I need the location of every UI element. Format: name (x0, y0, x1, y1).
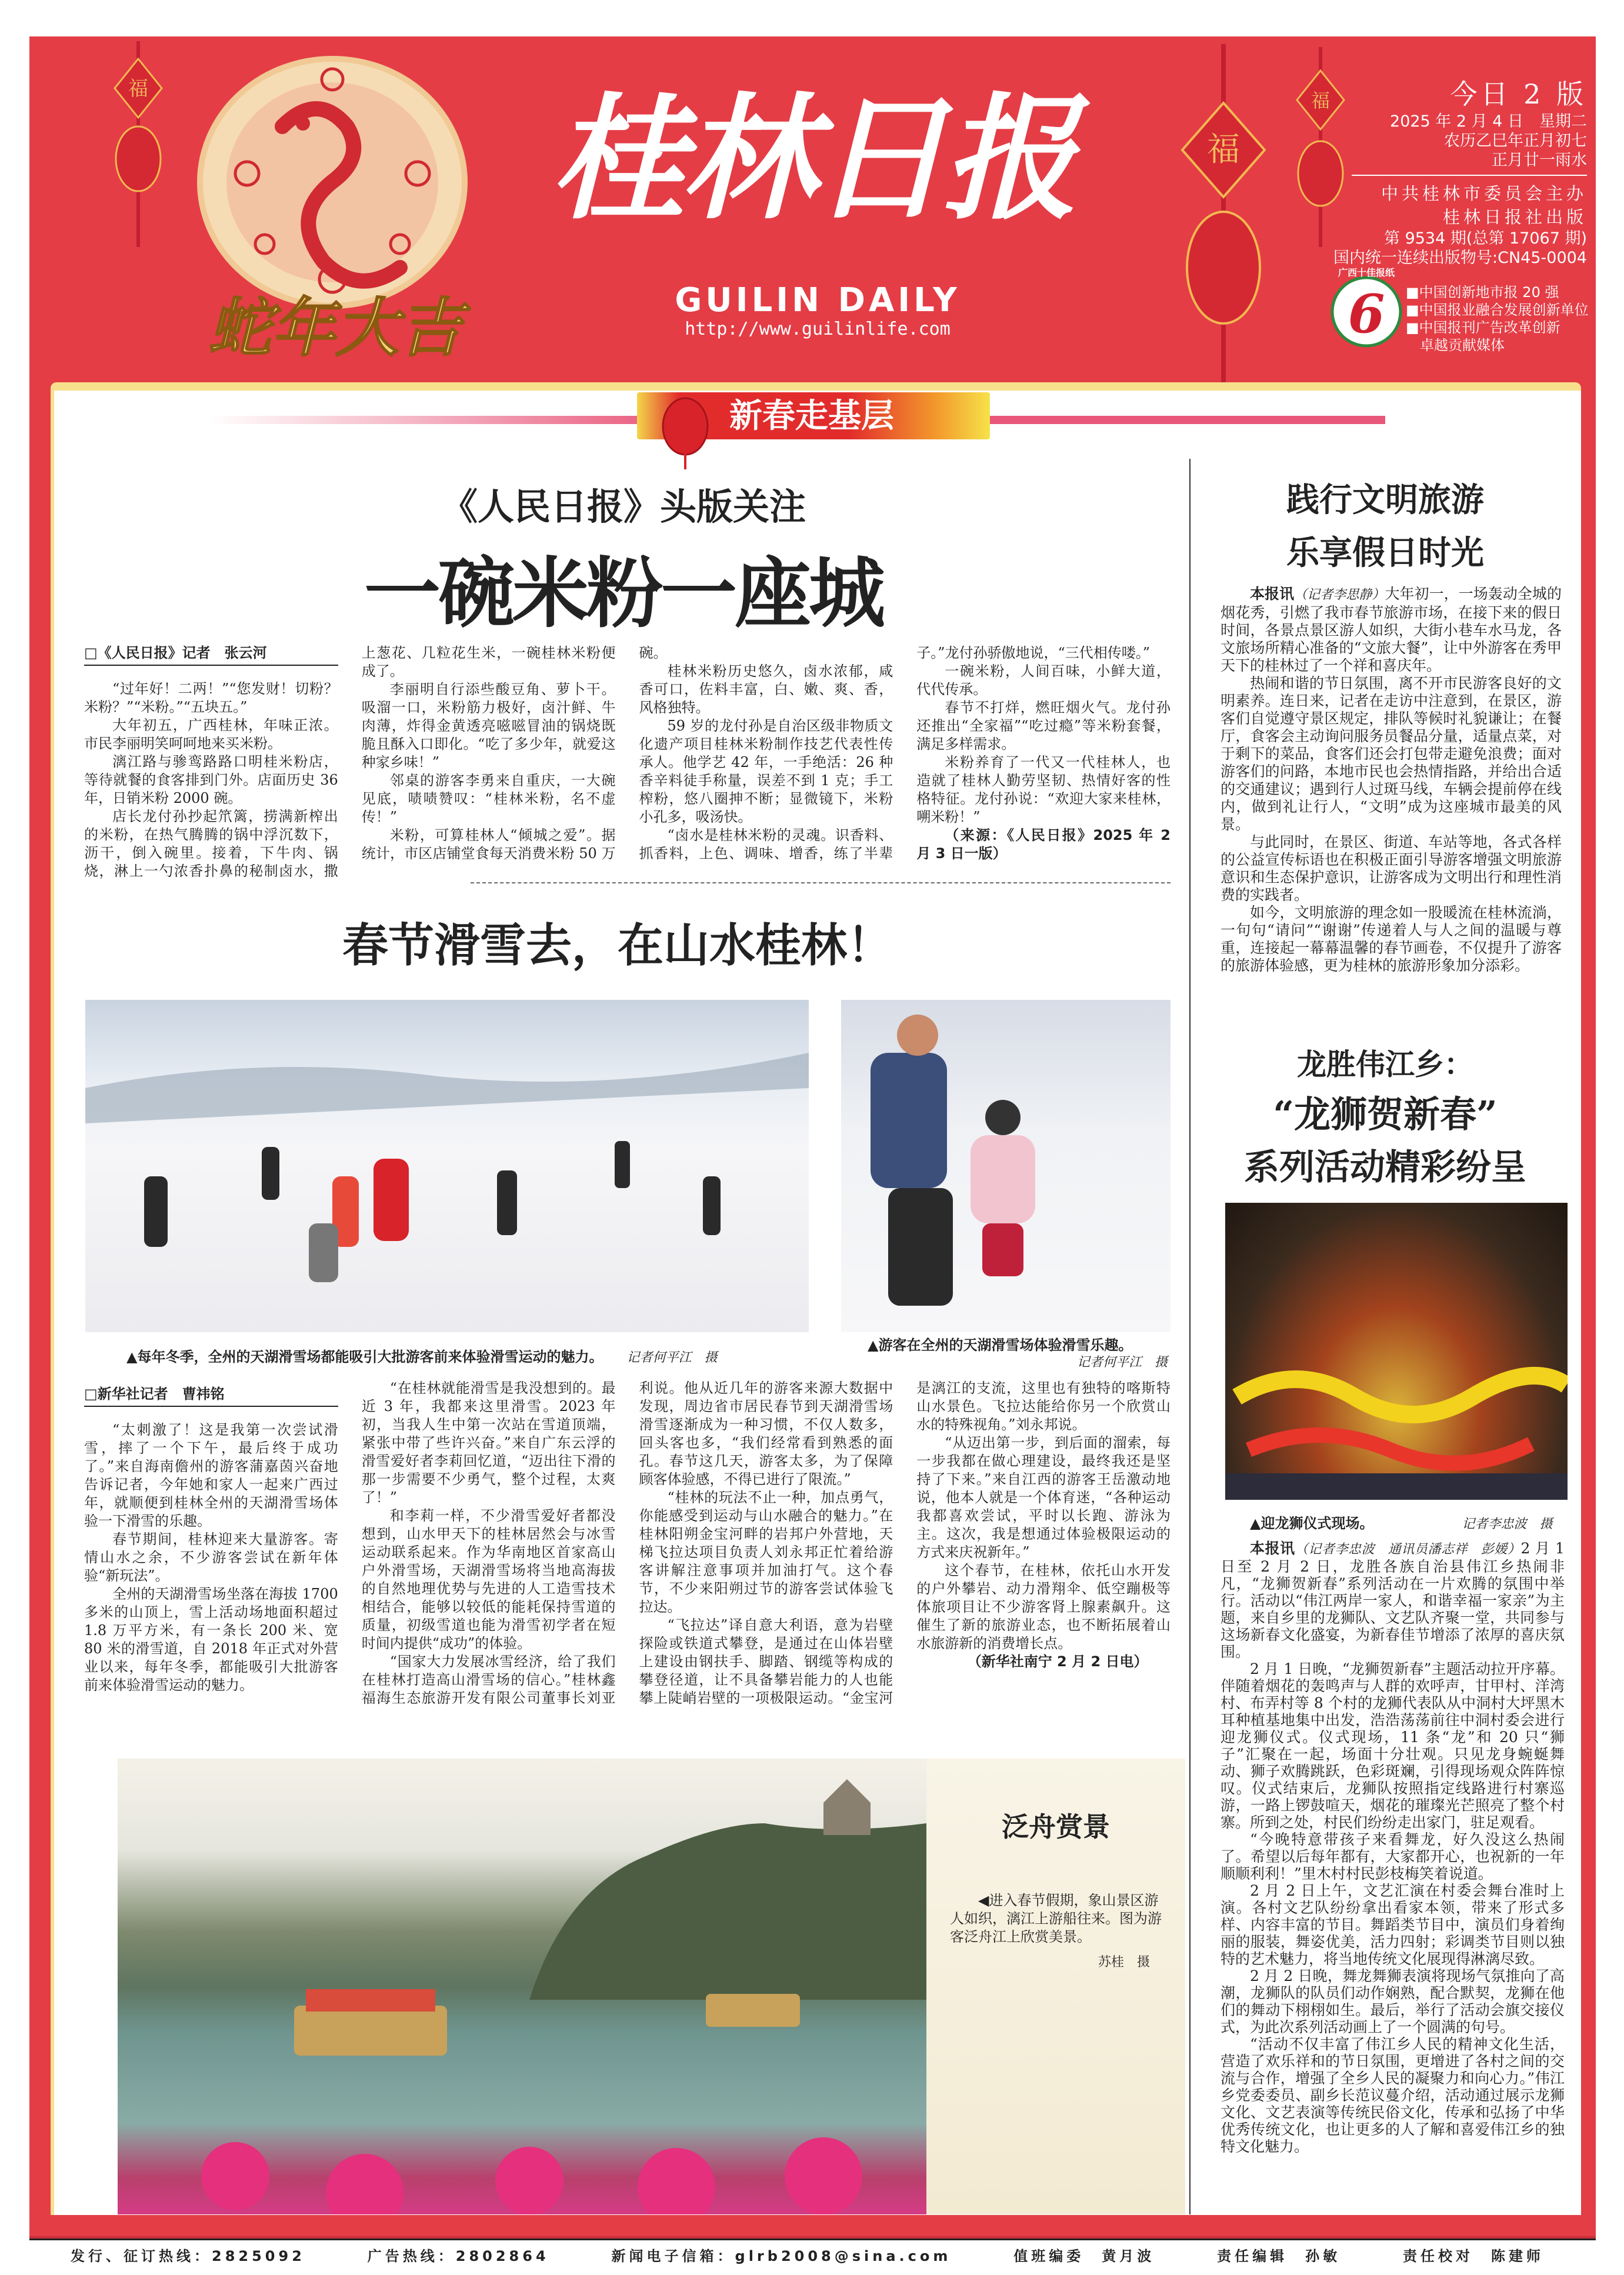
divider (1352, 175, 1587, 176)
paragraph: 热闹和谐的节日氛围，离不开市民游客良好的文明素养。连日来，记者在走访中注意到，在景区，游客们自觉遵守景区规定，排队等候时礼貌谦让；在餐厅，食客会主动询问服务员餐品分量，适量点菜，对于剩下的菜品，食客们还会打包带走避免浪费；面对游客们的问路，本地市民也会热情指路，并给出合适的交通建议；遇到行人过斑马线，车辆会提前停在线内，做到礼让行人，“文明”成为这座城市最美的风景。 (1220, 675, 1562, 833)
award-item: ■中国报刊广告改革创新 (1406, 319, 1560, 336)
footer-red-strip (29, 2215, 1596, 2239)
boat-photo-title: 泛舟赏景 (1002, 1811, 1110, 1843)
dragon-article-body (1220, 1540, 1565, 2155)
paragraph: 桂林米粉历史悠久，卤水浓郁，咸香可口，佐料丰富，白、嫩、爽、香，风格独特。 (639, 663, 893, 716)
boat-photo-caption: ◀进入春节假期，象山景区游人如织，漓江上游船往来。图为游客泛舟江上欣赏美景。 (950, 1892, 1162, 1945)
paragraph: 这个春节，在桂林，依托山水开发的户外攀岩、动力滑翔伞、低空蹦极等体旅项目让不少游客肾上腺素飙升。这催生了新的旅游业态，也不断拓展着山水旅游新的消费增长点。 (916, 1562, 1171, 1652)
svg-text:福: 福 (1310, 89, 1330, 112)
footer (29, 2239, 1596, 2269)
paragraph: 2 月 2 日上午，文艺汇演在村委会舞台准时上演。各村文艺队纷纷拿出看家本领，带来了形式多样、内容丰富的节目。舞蹈类节目中，演员们身着绚丽的服装，舞姿优美，活力四射；彩调类节目则以独特的艺术魅力，将当地传统文化展现得淋漓尽致。 (1220, 1882, 1565, 1967)
issue-info (1333, 76, 1587, 268)
masthead-english-title: GUILIN DAILY (675, 281, 961, 319)
paragraph: 大年初五，广西桂林，年味正浓。市民李丽明笑呵呵地来买米粉。 (84, 717, 338, 752)
paragraph-text: 2 月 1 日至 2 月 2 日，龙胜各族自治县伟江乡热闹非凡，“龙狮贺新春”系列活动在一片欢腾的氛围中举行。活动以“伟江两岸一家人，和谐幸福一家亲”为主题，来自乡里的龙狮队、文艺队齐聚一堂，共同参与这场新春文化盛宴，为新春佳节增添了浓厚的喜庆氛围。 (1220, 1540, 1565, 1660)
lead-label: 本报讯 (1250, 585, 1295, 602)
rice-article-title: 一碗米粉一座城 (364, 549, 883, 638)
dragon-lion-ceremony-photo (1225, 1203, 1568, 1500)
cn-number: 国内统一连续出版物号:CN45-0004 (1333, 249, 1587, 267)
reporter: （记者李思静） (1294, 588, 1385, 602)
paragraph: “国家大力发展冰雪经济，给了我们在桂林打造高山滑雪场的信心。”桂林鑫福海生态旅游开发有限公司董事长刘亚利说。他从近几年的游客来源大数据中发现，周边省市居民春节到天湖滑雪场滑雪逐渐成为一种习惯，不仅人数多，回头客也多，“我们经常看到熟悉的面孔。春节这几天，游客太多，为了保障顾客体验感，不得已进行了限流。” (361, 1380, 893, 1706)
byline: □《人民日报》记者 张云河 (84, 644, 338, 666)
solar-term: 正月廿一雨水 (1492, 151, 1587, 169)
awards-list (1406, 283, 1589, 354)
photo-credit: 记者何平江 摄 (1076, 1355, 1168, 1370)
publisher: 桂林日报社出版 (1442, 207, 1587, 227)
award-item: ■中国创新地市报 20 强 (1406, 284, 1559, 301)
caption-text: ▲每年冬季，全州的天湖滑雪场都能吸引大批游客前来体验滑雪运动的魅力。 (126, 1349, 603, 1365)
section-divider (471, 882, 1171, 883)
award-item: 卓越贡献媒体 (1406, 337, 1505, 353)
sponsor: 中共桂林市委员会主办 (1380, 184, 1587, 204)
lunar-date: 农历乙巳年正月初七 (1444, 132, 1587, 150)
paragraph: 2 月 1 日晚，“龙狮贺新春”主题活动拉开序幕。伴随着烟花的轰鸣声与人群的欢呼声，甘甲村、洋湾村、布弄村等 8 个村的龙狮代表队从中洞村大坪黑木耳种植基地集中出发，浩浩荡荡前往中洞村委会进行迎龙狮仪式。仪式现场，11 条“龙”和 20 只“狮子”汇聚在一起，场面十分壮观。只见龙身蜿蜒舞动、狮子欢腾跳跃，色彩斑斓，引得现场观众阵阵惊叹。仪式结束后，龙狮队按照指定线路进行村寨巡游，一路上锣鼓喧天，烟花的璀璨光芒照亮了整个村寨。所到之处，村民们纷纷走出家门，驻足观看。 (1220, 1660, 1565, 1831)
footer-item[interactable]: 新闻电子信箱：glrb2008@sina.com (611, 2248, 952, 2264)
article-source: （新华社南宁 2 月 2 日电） (967, 1653, 1148, 1670)
article-source: （来源：《人民日报》2025 年 2 月 3 日一版） (916, 827, 1171, 862)
rice-article-body (84, 644, 1171, 880)
skiers-illustration (841, 1000, 1171, 1332)
paragraph: “在桂林就能滑雪是我没想到的。最近 3 年，我都来这里滑雪。2023 年初，当我人生中第一次站在雪道顶端，紧张中带了些许兴奋。”来自广东云浮的滑雪爱好者李莉回忆道，“迈出往下滑的那一步需要不少勇气，整个过程，太爽了！” (361, 1380, 616, 1506)
photo-credit: 记者李忠波 摄 (1462, 1517, 1553, 1532)
paragraph: 米粉养育了一代又一代桂林人，也造就了桂林人勤劳坚韧、热情好客的性格特征。龙付孙说：“欢迎大家来桂林，嗍米粉！” (916, 754, 1171, 825)
paragraph: 全州的天湖滑雪场坐落在海拔 1700 多米的山顶上，雪上活动场地面积超过 1.8 万平方米，有一条长 200 米、宽 80 米的滑雪道，自 2018 年正式对外营业以来，每年冬季，都能吸引大批游客前来体验滑雪运动的魅力。 (84, 1586, 338, 1693)
footer-item: 发行、征订热线：2825092 (71, 2248, 305, 2264)
photo-credit: 记者何平江 摄 (626, 1350, 718, 1365)
logo-lettering: 蛇年大吉 (208, 291, 463, 365)
tourism-article-body (1220, 585, 1562, 975)
lantern-icon (103, 41, 174, 247)
boat-scene-illustration (118, 1759, 926, 2214)
award-item: ■中国报业融合发展创新单位 (1406, 302, 1589, 318)
skiers-illustration (85, 1000, 809, 1332)
lead-label: 本报讯 (1250, 1540, 1295, 1557)
pages-today: 今日 2 版 (1450, 78, 1587, 110)
paragraph: 漓江路与骖鸾路路口明桂米粉店，等待就餐的食客排到门外。店面历史 36 年，日销米粉 2000 碗。 (84, 753, 338, 806)
masthead-title: 桂林日报 (551, 79, 1073, 238)
child-skier-photo (841, 1000, 1171, 1332)
ski-article-body (84, 1379, 1171, 1707)
section-banner-title: 新春走基层 (729, 397, 894, 435)
paragraph: 和李莉一样，不少滑雪爱好者都没想到，山水甲天下的桂林居然会与冰雪运动联系起来。作为华南地区首家高山户外滑雪场，天湖滑雪场将当地高海拔的自然地理优势与先进的人工造雪技术相结合，能够以较低的能耗保持雪道的质量，初级雪道也能为滑雪初学者在短时间内提供“成功”的体验。 (361, 1507, 616, 1652)
reporter: （记者李忠波 通讯员潘志祥 彭媛） (1295, 1542, 1521, 1557)
paragraph: “过年好！二两！”“您发财！切粉？米粉？”“米粉。”“五块五。” (84, 681, 338, 715)
ski-photo1-caption (126, 1345, 717, 1366)
paragraph: 2 月 2 日晚，舞龙舞狮表演将现场气氛推向了高潮，龙狮队的队员们动作娴熟，配合默契，龙狮在他们的舞动下栩栩如生。最后，举行了活动会旗交接仪式，为此次系列活动画上了一个圆满的句号。 (1220, 1967, 1565, 2036)
ski-photo2-caption (868, 1336, 1168, 1372)
paragraph: 59 岁的龙付孙是自治区级非物质文化遗产项目桂林米粉制作技艺代表性传承人。他学艺 42 年，一手绝活：26 种香辛料徒手称量，误差不到 1 克；手工榨粉，悠八圈抻不断；显微镜下，米粉小孔多，吸汤快。 (639, 718, 893, 825)
paragraph: “太刺激了！这是我第一次尝试滑雪，摔了一个下午，最后终于成功了。”来自海南儋州的游客蒲嘉茵兴奋地告诉记者，今年她和家人一起来广西过年，就顺便到桂林全州的天湖滑雪场体验一下滑雪的乐趣。 (84, 1422, 338, 1529)
title-line: 乐享假日时光 (1286, 533, 1484, 572)
title-line: 系列活动精彩纷呈 (1244, 1147, 1526, 1188)
ski-resort-photo (85, 1000, 809, 1332)
lantern-fu-text: 福 (128, 77, 148, 101)
byline: □新华社记者 曹祎铭 (84, 1385, 338, 1407)
dragon-photo-caption (1250, 1512, 1552, 1532)
ski-article-title: 春节滑雪去，在山水桂林！ (342, 919, 893, 972)
title-line: 龙胜伟江乡： (1297, 1048, 1473, 1082)
paragraph: 与此同时，在景区、街道、车站等地，各式各样的公益宣传标语也在积极正面引导游客增强文明旅游意识和生态保护意识，让游客成为文明出行和理性消费的实践者。 (1220, 833, 1562, 903)
footer-item: 责任编辑 孙敏 (1217, 2248, 1341, 2264)
badge-text: 广西十佳报纸 (1338, 268, 1395, 278)
paragraph: 李丽明自行添些酸豆角、萝卜干。吸溜一口，米粉筋力极好，卤汁鲜、牛肉薄，炸得金黄透亮嗞嗞冒油的锅烧既脆且酥入口即化。“吃了多少年，就爱这种家乡味！” (361, 681, 616, 770)
paragraph: 春节不打烊，燃旺烟火气。龙付孙还推出“全家福”“吃过瘾”等米粉套餐，满足多样需求。 (916, 699, 1171, 752)
award-badge-icon (1326, 268, 1406, 350)
tourism-article-title (1206, 473, 1565, 579)
boat-photo-caption-box (926, 1759, 1185, 2214)
dragon-dance-illustration (1225, 1203, 1568, 1500)
paragraph: 米粉，可算桂林人“倾城之爱”。据统计，市区店铺堂食每天消费米粉 50 万碗。 (361, 645, 668, 862)
li-river-boat-photo (118, 1759, 926, 2214)
column-divider (1189, 459, 1191, 2214)
paragraph: “活动不仅丰富了伟江乡人民的精神文化生活，营造了欢乐祥和的节日氛围，更增进了各村之间的交流与合作，增强了全乡人民的凝聚力和向心力。”伟江乡党委委员、副乡长范议蔓介绍，活动通过展示龙狮文化、文艺表演等传统民俗文化，传承和弘扬了中华优秀传统文化，也让更多的人了解和喜爱伟江乡的独特文化魅力。 (1220, 2036, 1565, 2155)
paragraph: “桂林的玩法不止一种，加点勇气，你能感受到运动与山水融合的魅力。”在桂林阳朔金宝河畔的岩邦户外营地，天梯飞拉达项目负责人刘永邦正忙着给游客讲解注意事项并加油打气。这个春节，不少来阳朔过节的游客尝试体验飞拉达。 (639, 1489, 893, 1615)
paragraph: 邻桌的游客李勇来自重庆，一大碗见底，啧啧赞叹：“桂林米粉，名不虚传！” (361, 772, 616, 825)
lantern-icon (659, 394, 712, 471)
issue-date: 2025 年 2 月 4 日 星期二 (1390, 112, 1587, 131)
svg-text:6: 6 (1348, 283, 1385, 345)
lantern-icon (1165, 44, 1282, 385)
snake-year-logo (176, 56, 494, 368)
website-url[interactable]: http://www.guilinlife.com (685, 319, 951, 339)
paragraph: “从迈出第一步，到后面的溜索，每一步我都在做心理建设，最终我还是坚持了下来。”来自江西的游客王岳激动地说，他本人就是一个体育迷，“各种运动我都喜欢尝试，平时以长跑、游泳为主。这次，我是想通过体验极限运动的方式来庆祝新年。” (916, 1435, 1171, 1560)
issue-number: 第 9534 期(总第 17067 期) (1383, 229, 1587, 248)
paragraph-text: 大年初一，一场轰动全城的烟花秀，引燃了我市春节旅游市场，在接下来的假日时间，各景点景区游人如织，大街小巷车水马龙，各文旅场所精心准备的“文旅大餐”，让中外游客在秀甲天下的桂林过了一个祥和喜庆年。 (1220, 585, 1562, 674)
svg-text:福: 福 (1207, 131, 1240, 169)
paragraph: “卤水是桂林米粉的灵魂。识香料、抓香料，上色、调味、增香，练了半辈子。”龙付孙骄傲地说，“三代相传喽。” (639, 645, 1151, 862)
paragraph: “今晚特意带孩子来看舞龙，好久没这么热闹了。希望以后每年都有，大家都开心，也祝新的一年顺顺利利！”里木村村民彭枝梅笑着说道。 (1220, 1831, 1565, 1882)
paragraph: “飞拉达”译自意大利语，意为岩壁探险或铁道式攀登，是通过在山体岩壁上建设由钢扶手、脚踏、钢缆等构成的攀登径道，让不具备攀岩能力的人也能攀上陡峭岩壁的一项极限运动。“金宝河是漓江的支流，这里也有独特的喀斯特山水景色。飞拉达能给你另一个欣赏山水的特殊视角。”刘永邦说。 (639, 1380, 1171, 1706)
paragraph: 店长龙付孙抄起笊篱，捞满新榨出的米粉，在热气腾腾的锅中浮沉数下，沥干，倒入碗里。接着，下牛肉、锅烧，淋上一勺浓香扑鼻的秘制卤水，撒上葱花、几粒花生米，一碗桂林米粉便成了。 (84, 645, 616, 879)
title-line: “龙狮贺新春” (1273, 1093, 1498, 1136)
photo-credit: 苏桂 摄 (1098, 1955, 1150, 1970)
footer-item: 广告热线：2802864 (367, 2248, 549, 2264)
rice-article-kicker: 《人民日报》头版关注 (441, 485, 806, 528)
paragraph (1220, 585, 1562, 675)
paragraph: 一碗米粉，人间百味，小鲜大道，代代传承。 (916, 663, 1171, 698)
footer-item: 责任校对 陈建师 (1402, 2248, 1544, 2264)
paragraph: 春节期间，桂林迎来大量游客。寄情山水之余，不少游客尝试在新年体验“新玩法”。 (84, 1531, 338, 1584)
paragraph: 如今，文明旅游的理念如一股暖流在桂林流淌，一句句“请问”“谢谢”传递着人与人之间的温暖与尊重，连接起一幕幕温馨的春节画卷，不仅提升了游客的旅游体验感，更为桂林的旅游形象加分添彩。 (1220, 904, 1562, 974)
caption-text: ▲迎龙狮仪式现场。 (1250, 1515, 1374, 1532)
caption-text: ▲游客在全州的天湖滑雪场体验滑雪乐趣。 (868, 1337, 1133, 1353)
footer-item: 值班编委 黄月波 (1013, 2248, 1155, 2264)
paragraph (1220, 1540, 1565, 1660)
title-line: 践行文明旅游 (1286, 481, 1484, 519)
dragon-article-title (1206, 1041, 1565, 1194)
